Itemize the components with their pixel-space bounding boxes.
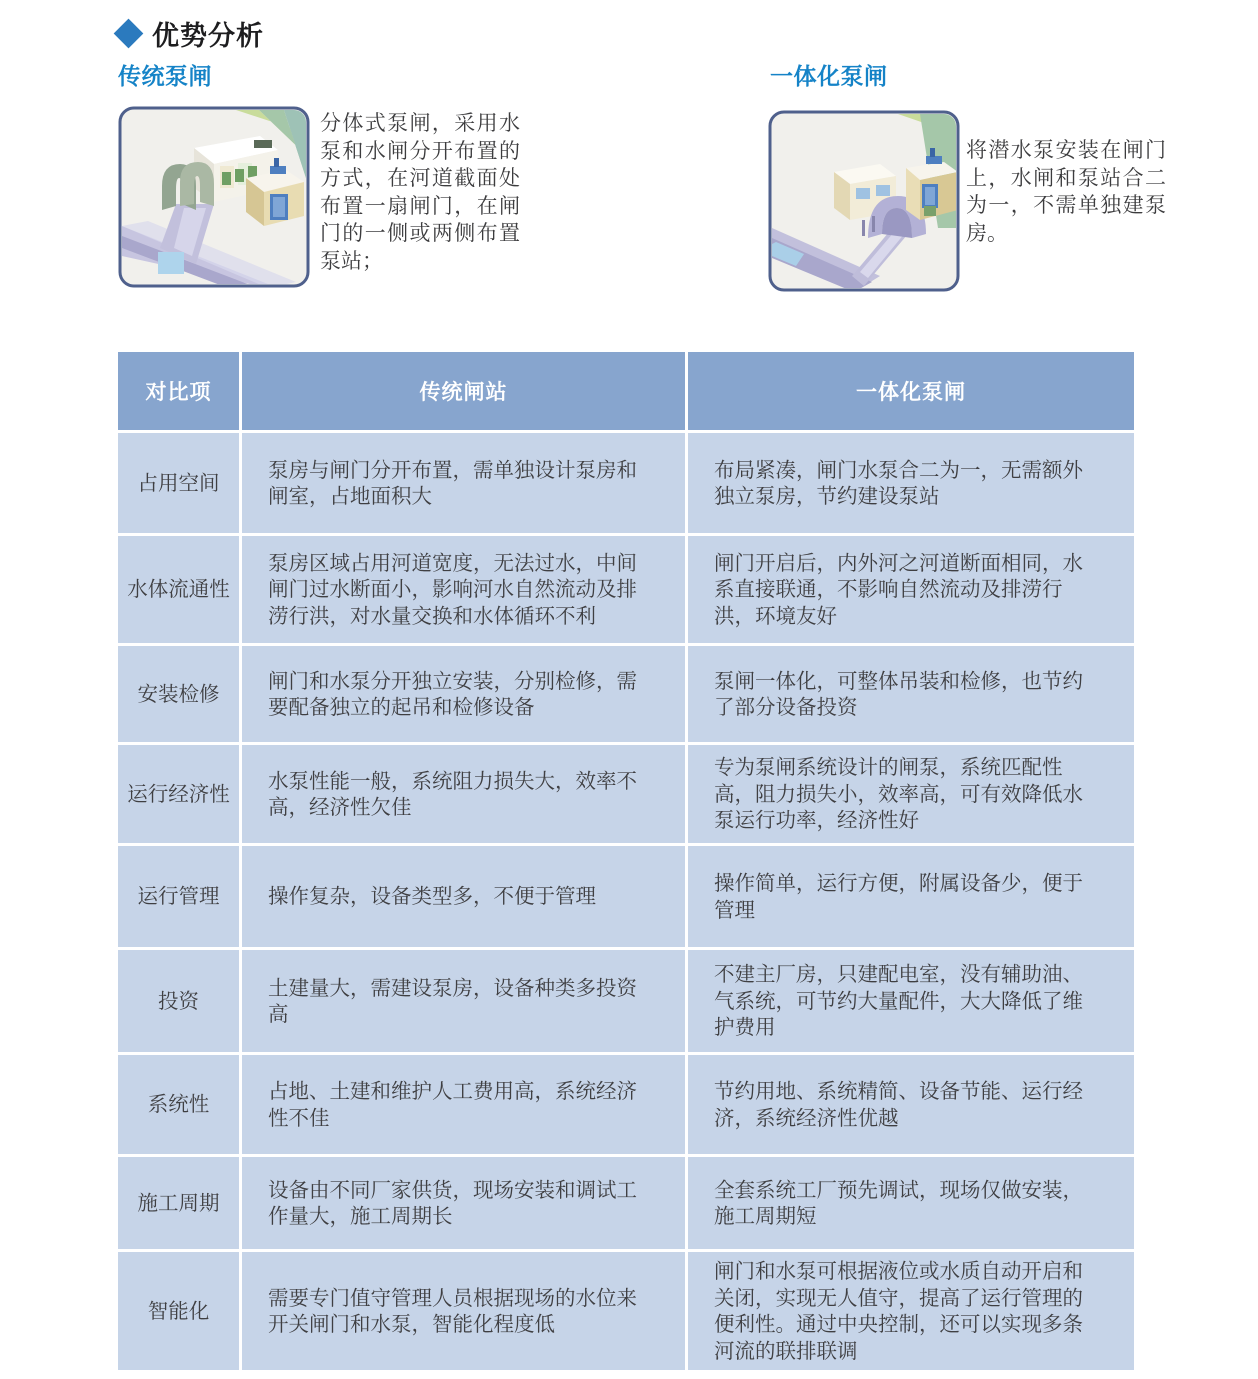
integrated-cell: 全套系统工厂预先调试，现场仅做安装，施工周期短	[688, 1157, 1134, 1249]
integrated-cell: 专为泵闸系统设计的闸泵，系统匹配性高，阻力损失小，效率高，可有效降低水泵运行功率，经济性好	[688, 745, 1134, 843]
row-label-cell: 智能化	[118, 1252, 239, 1370]
table-row	[118, 433, 1134, 533]
integrated-cell: 节约用地、系统精简、设备节能、运行经济，系统经济性优越	[688, 1055, 1134, 1154]
traditional-cell: 操作复杂，设备类型多，不便于管理	[242, 846, 685, 947]
traditional-cell: 闸门和水泵分开独立安装，分别检修，需要配备独立的起吊和检修设备	[242, 646, 685, 742]
row-label-cell: 运行管理	[118, 846, 239, 947]
integrated-cell: 操作简单，运行方便，附属设备少，便于管理	[688, 846, 1134, 947]
table-row	[118, 1055, 1134, 1154]
integrated-pump-gate-illustration	[768, 110, 960, 292]
integrated-cell: 闸门开启后，内外河之河道断面相同，水系直接联通，不影响自然流动及排涝行洪，环境友好	[688, 536, 1134, 643]
traditional-description: 分体式泵闸，采用水泵和水闸分开布置的方式，在河道截面处布置一扇闸门，在闸门的一侧或两侧布置泵站；	[320, 111, 520, 273]
traditional-cell: 泵房与闸门分开布置，需单独设计泵房和闸室，占地面积大	[242, 433, 685, 533]
traditional-pump-gate-figure	[118, 106, 310, 288]
table-row	[118, 536, 1134, 643]
row-label-cell: 系统性	[118, 1055, 239, 1154]
table-row	[118, 745, 1134, 843]
traditional-cell: 占地、土建和维护人工费用高，系统经济性不佳	[242, 1055, 685, 1154]
row-label-cell: 安装检修	[118, 646, 239, 742]
header-item: 对比项	[118, 352, 239, 430]
traditional-section-label: 传统泵闸	[118, 64, 212, 90]
integrated-pump-gate-figure	[768, 110, 960, 292]
row-label-cell: 投资	[118, 950, 239, 1052]
table-row	[118, 1252, 1134, 1370]
table-row	[118, 1157, 1134, 1249]
traditional-cell: 土建量大，需建设泵房，设备种类多投资高	[242, 950, 685, 1052]
row-label-cell: 水体流通性	[118, 536, 239, 643]
header-integrated: 一体化泵闸	[688, 352, 1134, 430]
integrated-section-label: 一体化泵闸	[770, 64, 888, 90]
traditional-cell: 需要专门值守管理人员根据现场的水位来开关闸门和水泵，智能化程度低	[242, 1252, 685, 1370]
row-label-cell: 占用空间	[118, 433, 239, 533]
table-header-row	[118, 352, 1134, 430]
comparison-table	[115, 349, 1137, 1373]
page-title: 优势分析	[152, 21, 264, 52]
traditional-cell: 泵房区域占用河道宽度，无法过水，中间闸门过水断面小，影响河水自然流动及排涝行洪，对水量交换和水体循环不利	[242, 536, 685, 643]
page-title-row	[118, 14, 264, 53]
table-row	[118, 646, 1134, 742]
integrated-cell: 泵闸一体化，可整体吊装和检修，也节约了部分设备投资	[688, 646, 1134, 742]
table-row	[118, 950, 1134, 1052]
integrated-cell: 闸门和水泵可根据液位或水质自动开启和关闭，实现无人值守，提高了运行管理的便利性。通过中央控制，还可以实现多条河流的联排联调	[688, 1252, 1134, 1370]
integrated-description: 将潜水泵安装在闸门上，水闸和泵站合二为一，不需单独建泵房。	[966, 138, 1166, 245]
header-traditional: 传统闸站	[242, 352, 685, 430]
row-label-cell: 施工周期	[118, 1157, 239, 1249]
traditional-pump-gate-illustration	[118, 106, 310, 288]
integrated-cell: 布局紧凑，闸门水泵合二为一，无需额外独立泵房，节约建设泵站	[688, 433, 1134, 533]
traditional-cell: 水泵性能一般，系统阻力损失大，效率不高，经济性欠佳	[242, 745, 685, 843]
diamond-bullet-icon	[114, 19, 144, 49]
traditional-cell: 设备由不同厂家供货，现场安装和调试工作量大，施工周期长	[242, 1157, 685, 1249]
table-row	[118, 846, 1134, 947]
row-label-cell: 运行经济性	[118, 745, 239, 843]
integrated-cell: 不建主厂房，只建配电室，没有辅助油、气系统，可节约大量配件，大大降低了维护费用	[688, 950, 1134, 1052]
